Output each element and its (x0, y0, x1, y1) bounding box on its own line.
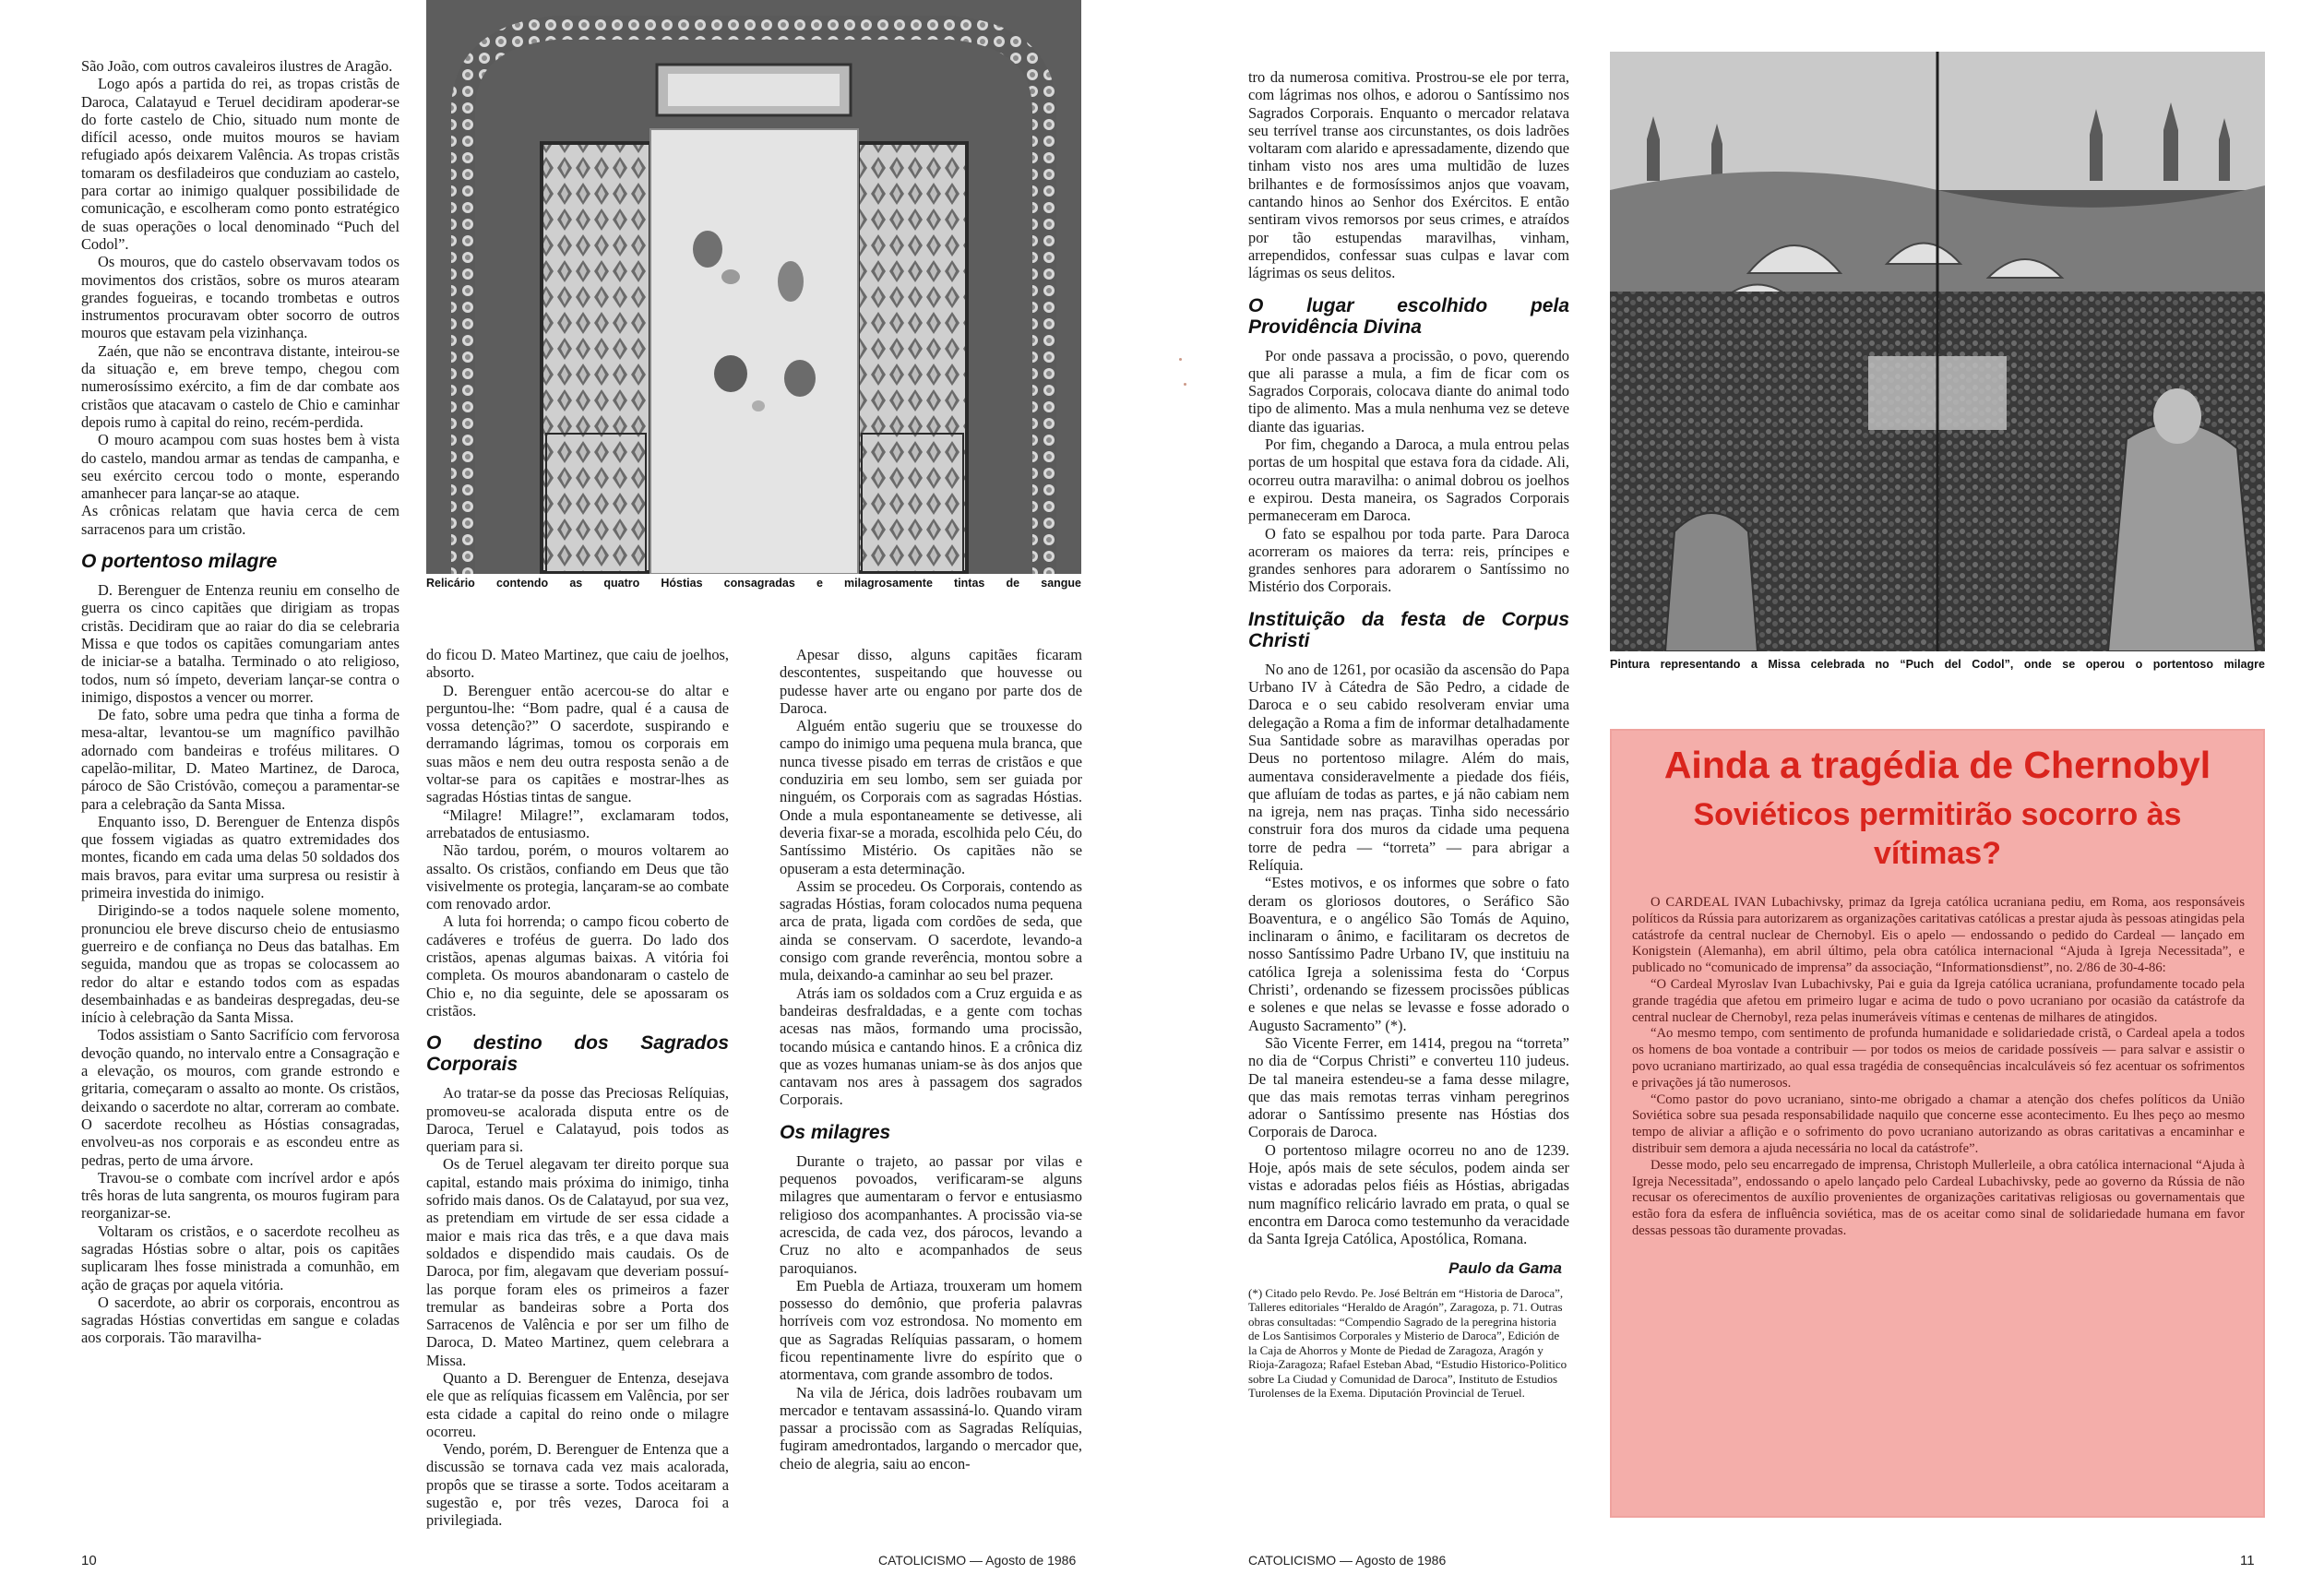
section-heading: O destino dos Sagrados Corporais (426, 1032, 729, 1076)
section-heading: Os milagres (780, 1121, 891, 1143)
paragraph: Dirigindo-se a todos naquele solene momento, pronunciou ele breve discurso cheio de entusiasmo guerreiro e de confiança no Deus das batalhas. Em seguida, mandou que as tropas se colocassem ao redor do altar e estando todos com as espadas desembainhadas e as bandeiras despregadas, deu-se início à celebração da Santa Missa. (81, 901, 399, 1027)
paragraph: tro da numerosa comitiva. Prostrou-se ele por terra, com lágrimas nos olhos, e adorou o Santíssimo nos Sagrados Corporais. Enquanto o mercador relatava seu terrível transe aos circunstantes, os dois ladrões voltaram com alarido e apressadamente, dizendo que tinham visto nos ares uma multidão de luzes brilhantes e de formosíssimos anjos que voavam, cantando hinos ao Senhor dos Exércitos. E então sentiram vivos remorsos por seus crimes, e atraídos por tão estupendas maravilhas, vinham, arrependidos, confessar suas culpas e lavar com lágrimas os seus delitos. (1248, 68, 1569, 282)
paragraph: Vendo, porém, D. Berenguer de Entenza que a discussão se tornava cada vez mais acalorada, propôs que se tirasse a sorte. Todos aceitaram a sugestão e, por três vezes, Daroca foi a privilegiada. (426, 1440, 729, 1530)
painting-image (1610, 52, 2265, 651)
paragraph: “O Cardeal Myroslav Ivan Lubachivsky, Pai e guia da Igreja católica ucraniana, profundamente tocado pela grande tragédia que afetou em primeiro lugar e acima de tudo o povo ucraniano por ocasião da catástrofe da central nuclear de Chernobyl, reza pelas inumeráveis vítimas e centenas de milhares de atingidos. (1632, 976, 2245, 1025)
paragraph: Na vila de Jérica, dois ladrões roubavam um mercador e tentavam assassiná-lo. Quando viram passar a procissão com as Sagradas Relíquias, fugiram amedrontados, largando o mercador que, cheio de alegria, saiu ao encon- (780, 1383, 1082, 1473)
paragraph: São Vicente Ferrer, em 1414, pregou na “torreta” no dia de “Corpus Christi” e converteu 110 judeus. De tal maneira estendeu-se a fama desse milagre, que das mais remotas terras vinham peregrinos adorar o Santíssimo presente nas Hóstias dos Corporais de Daroca. (1248, 1033, 1569, 1141)
paragraph: A luta foi horrenda; o campo ficou coberto de cadáveres e troféus de guerra. Do lado dos cristãos, apenas algumas baixas. A vitória foi completa. Os mouros abandonaram o castelo de Chio e, no dia seguinte, dele se apossaram os cristãos. (426, 912, 729, 1020)
painting-caption: Pintura representando a Missa celebrada no “Puch del Codol”, onde se operou o portentoso milagre (1610, 658, 2265, 671)
paragraph: Todos assistiam o Santo Sacrifício com fervorosa devoção quando, no intervalo entre a Consagração e a elevação, os mouros, com grande estrondo e gritaria, começaram o assalto ao monte. Os cristãos, deixando o sacerdote no altar, correram ao combate. O sacerdote recolheu as Hóstias consagradas, envolveu-as nos corporais e as escondeu entre as pedras, perto de uma árvore. (81, 1026, 399, 1169)
gutter-speck (1184, 383, 1186, 386)
paragraph: Não tardou, porém, o mouros voltarem ao assalto. Os cristãos, confiando em Deus que tão visivelmente os protegia, lançaram-se ao combate com renovado ardor. (426, 841, 729, 913)
paragraph: Os de Teruel alegavam ter direito porque sua capital, estando mais próxima do inimigo, tinha sofrido mais danos. Os de Calatayud, por sua vez, as pretendiam em virtude de ser essa cidade a maior e mais rica das três, e a que dava mais soldados e dispendido mais caudais. Os de Daroca, por fim, alegavam que deveriam possuí-las porque foram eles os primeiros a fazer tremular as bandeiras sobre a Porta dos Sarracenos de Valência e por ser um filho de Daroca, D. Mateo Martinez, quem celebrara a Missa. (426, 1155, 729, 1369)
paragraph: Apesar disso, alguns capitães ficaram descontentes, suspeitando que houvesse ou pudesse haver arte ou engano por parte dos de Daroca. (780, 646, 1082, 717)
paragraph: Travou-se o combate com incrível ardor e após três horas de luta sangrenta, os mouros fugiram para reorganizar-se. (81, 1168, 399, 1222)
reliquary-caption: Relicário contendo as quatro Hóstias consagradas e milagrosamente tintas de sangue (426, 577, 1081, 590)
painting-photo (1610, 52, 2265, 651)
paragraph: D. Berenguer então acercou-se do altar e perguntou-lhe: “Bom padre, qual é a causa de vossa detenção?” O sacerdote, suspirando e derramando lágrimas, tomou os corporais em suas mãos e nem deu outra resposta senão a de voltar-se para os capitães e mostrar-lhes as sagradas Hóstias tintas de sangue. (426, 681, 729, 806)
paragraph: Em Puebla de Artiaza, trouxeram um homem possesso do demônio, que proferia palavras horríveis com voz estrondosa. No momento em que as Sagradas Relíquias passaram, o homem ficou repentinamente livre do espírito que o atormentava, com grande assombro de todos. (780, 1276, 1082, 1384)
column-4 (1248, 68, 1569, 1401)
box-body (1632, 895, 2245, 1240)
paragraph: As crônicas relatam que havia cerca de cem sarracenos para um cristão. (81, 502, 399, 538)
author-signature: Paulo da Gama (1448, 1258, 1562, 1277)
reliquary-photo (426, 0, 1081, 574)
paragraph: O portentoso milagre ocorreu no ano de 1239. Hoje, após mais de sete séculos, podem ainda ser vistas e adoradas pelos fiéis as Hóstias, abrigadas num magnífico relicário lavrado em prata, o qual se encontra em Daroca como testemunho da veracidade da Santa Igreja Católica, Apostólica, Romana. (1248, 1140, 1569, 1248)
box-subtitle: Soviéticos permitirão socorro às vítimas? (1693, 797, 2182, 871)
paragraph: O CARDEAL IVAN Lubachivsky, primaz da Igreja católica ucraniana pediu, em Roma, aos responsáveis políticos da Rússia para autorizarem as organizações caritativas católicas a prestar ajuda às pessoas atingidas pela catástrofe da central nuclear de Chernobyl. Eis o apelo — endossando o pedido do Cardeal — lançado em Konigstein (Alemanha), em abril último, pela obra católica internacional “Ajuda à Igreja Necessitada”, e publicado no “comunicado de imprensa” da associação, “Informationsdienst”, no. 2/86 de 30-4-86: (1632, 895, 2245, 976)
section-heading: Instituição da festa de Corpus Christi (1248, 608, 1569, 651)
gutter-speck (1179, 358, 1182, 361)
paragraph: No ano de 1261, por ocasião da ascensão do Papa Urbano IV à Cátedra de São Pedro, a cidade de Daroca e o seu cabido resolveram enviar uma delegação a Roma a fim de informar detalhadamente Sua Santidade sobre as maravilhas operadas por Deus no portentoso milagre. Além do mais, aumentava consideravelmente a piedade dos fiéis, que afluíam de todas as partes, e já não cabiam nem na igreja, nem nas praças. Tinha sido necessário construir fora dos muros da cidade uma pequena torre de pedra — “torreta” — para abrigar a Relíquia. (1248, 660, 1569, 874)
section-heading: O portentoso milagre (81, 551, 278, 573)
paragraph: Desse modo, pelo seu encarregado de imprensa, Christoph Mullerleile, a obra católica internacional “Ajuda à Igreja Necessitada”, endossando o apelo lançado pelo Cardeal Lubachivsky, pede ao governo da Rússia de não recusar os oferecimentos de auxílio provenientes de organizações caritativas religiosas ou governamentais que estão fora da esfera de influência soviética, mas de os aceitar como sinal de solidariedade humana em favor dessas pessoas tão duramente provadas. (1632, 1157, 2245, 1238)
column-2 (426, 646, 729, 1530)
page-number-right: 11 (2240, 1553, 2255, 1568)
footnote: (*) Citado pelo Revdo. Pe. José Beltrán em “Historia de Daroca”, Talleres editoriales “Heraldo de Aragón”, Zaragoza, p. 71. Outras obras consultadas: “Compendio Sagrado de la peregrina historia de Los Santisimos Corporales y Misterio de Daroca”, Edición de la Caja de Ahorros y Monte de Piedad de Zaragoza, Aragón y Rioja-Zaragoza; Rafael Esteban Abad, “Estudio Historico-Politico sobre La Ciudad y Comunidad de Daroca”, Instituto de Estudios Turolenses de la Exema. Diputación Provincial de Teruel. (1248, 1285, 1567, 1401)
paragraph: O sacerdote, ao abrir os corporais, encontrou as sagradas Hóstias convertidas em sangue e coladas aos corporais. Tão maravilha- (81, 1293, 399, 1347)
paragraph: O fato se espalhou por toda parte. Para Daroca acorreram os maiores da terra: reis, príncipes e grandes senhores para adorarem o Santíssimo no Mistério dos Corporais. (1248, 524, 1569, 596)
paragraph: São João, com outros cavaleiros ilustres de Aragão. (81, 57, 393, 75)
paragraph: Por fim, chegando a Daroca, a mula entrou pelas portas de um hospital que estava fora da cidade. Ali, ocorreu outra maravilha: o animal dobrou os joelhos e expirou. Desta maneira, os Sagrados Corporais permaneceram em Daroca. (1248, 435, 1569, 525)
paragraph: De fato, sobre uma pedra que tinha a forma de mesa-altar, levantou-se um magnífico pavilhão adornado com bandeiras e troféus militares. O capelão-militar, D. Mateo Martinez, de Daroca, pároco de São Cristóvão, começou a paramentar-se para a celebração da Santa Missa. (81, 706, 399, 813)
paragraph: Os mouros, que do castelo observavam todos os movimentos dos cristãos, sobre os muros atearam grandes fogueiras, e tocando trombetas e outros instrumentos procuravam obter socorro de outros mouros que estavam pela vizinhança. (81, 253, 399, 342)
paragraph: Quanto a D. Berenguer de Entenza, desejava ele que as relíquias ficassem em Valência, por ser esta cidade a capital do reino onde o milagre ocorreu. (426, 1368, 729, 1440)
column-1-intro (81, 57, 399, 1347)
box-title: Ainda a tragédia de Chernobyl (1663, 744, 2211, 786)
paragraph: O mouro acampou com suas hostes bem à vista do castelo, mandou armar as tendas de campanha, e seu exército cercou todo o monte, esperando amanhecer para lançar-se ao ataque. (81, 431, 399, 503)
paragraph: “Ao mesmo tempo, com sentimento de profunda humanidade e solidariedade cristã, o Cardeal apela a todos os homens de boa vontade a contribuir — por todos os meios de caridade possíveis — para salvar e assistir o povo ucraniano martirizado, ao qual essa tragédia de consequências incalculáveis só fez acentuar os sofrimentos e privações já tão numerosos. (1632, 1026, 2245, 1091)
section-heading: O lugar escolhido pela Providência Divina (1248, 294, 1569, 338)
footer-right: CATOLICISMO — Agosto de 1986 (1248, 1553, 1447, 1568)
paragraph: do ficou D. Mateo Martinez, que caiu de joelhos, absorto. (426, 646, 729, 682)
footer-left: CATOLICISMO — Agosto de 1986 (878, 1553, 1077, 1568)
column-3 (780, 646, 1082, 1473)
paragraph: Por onde passava a procissão, o povo, querendo que ali parasse a mula, a fim de ficar com os Sagrados Corporais, colocava diante do animal todo tipo de alimento. Mas a mula nenhuma vez se deteve diante das iguarias. (1248, 346, 1569, 435)
paragraph: Enquanto isso, D. Berenguer de Entenza dispôs que fossem vigiadas as quatro extremidades dos montes, ficando em cada uma delas 50 soldados dos mais bravos, para evitar uma surpresa ou resistir à primeira investida do inimigo. (81, 812, 399, 902)
paragraph: Alguém então sugeriu que se trouxesse do campo do inimigo uma pequena mula branca, que nunca tivesse pisado em terras de cristãos e que conduziria em seu lombo, sem ser guiada por ninguém, os Corporais com as sagradas Hóstias. Onde a mula espontaneamente se detivesse, ali deveria fixar-se a morada, escolhida pelo Céu, do Santíssimo Mistério. Os capitães não se opuseram a esta determinação. (780, 717, 1082, 877)
paragraph: Logo após a partida do rei, as tropas cristãs de Daroca, Calatayud e Teruel decidiram apoderar-se do forte castelo de Chio, situado num monte de difícil acesso, onde muitos mouros se haviam refugiado após deixarem Valência. As tropas cristãs tomaram os desfiladeiros que conduziam ao castelo, para cortar ao inimigo qualquer possibilidade de comunicação, e escolheram como ponto estratégico de suas operações o local denominado “Puch del Codol”. (81, 75, 399, 253)
paragraph: “Como pastor do povo ucraniano, sinto-me obrigado a chamar a atenção dos chefes políticos da União Soviética sobre sua pesada responsabilidade naquilo que concerne esse acontecimento. Eu lhes peço ao mesmo tempo de aliviar a aflição e o sofrimento do povo ucraniano autorizando as obras caritativas a encaminhar e distribuir sem demora a ajuda necessária no local da catástrofe”. (1632, 1091, 2245, 1156)
paragraph: “Estes motivos, e os informes que sobre o fato deram os gloriosos doutores, o Seráfico São Boaventura, e o angélico São Tomás de Aquino, inclinaram o ânimo, e facilitaram os decretos de nosso Santíssimo Padre Urbano IV, que instituiu na católica Igreja a solenissima festa do ‘Corpus Christi’, ordenando se fizessem procissões públicas e solenes e que nelas se levasse e fosse adorado o Augusto Sacramento” (*). (1248, 874, 1569, 1034)
chernobyl-box (1610, 729, 2265, 1518)
paragraph: Durante o trajeto, ao passar por vilas e pequenos povoados, verificaram-se alguns milagres que aumentaram o fervor e entusiasmo religioso dos acompanhantes. A procissão via-se acrescida, de cada vez, dos párocos, levando a Cruz no alto e acompanhados de seus paroquianos. (780, 1151, 1082, 1277)
reliquary-image (426, 0, 1081, 574)
paragraph: Voltaram os cristãos, e o sacerdote recolheu as sagradas Hóstias sobre o altar, pois os capitães suplicaram lhes fosse ministrada a comunhão, em ação de graças por aquela vitória. (81, 1222, 399, 1294)
paragraph: Zaén, que não se encontrava distante, inteirou-se da situação e, em breve tempo, chegou com numerosíssimo exército, a fim de dar combate aos cristãos que atacavam o castelo de Chio e caminhar depois rumo à capital do reino, recém-perdida. (81, 341, 399, 431)
paragraph: Atrás iam os soldados com a Cruz erguida e as bandeiras desfraldadas, e a gente com tochas acesas nas mãos, formando uma procissão, tocando música e cantando hinos. E a crônica diz que as vozes humanas uniam-se às dos anjos que cantavam nos ares à passagem dos sagrados Corporais. (780, 984, 1082, 1109)
paragraph: D. Berenguer de Entenza reuniu em conselho de guerra os cinco capitães que dirigiam as tropas cristãs. Decidiram que ao raiar do dia se celebraria Missa e que todos os capitães comungariam antes de iniciar-se a batalha. Terminado o ato religioso, todos, num só ímpeto, deveriam lançar-se contra o inimigo, dispostos a vencer ou morrer. (81, 581, 399, 706)
paragraph: “Milagre! Milagre!”, exclamaram todos, arrebatados de entusiasmo. (426, 805, 729, 841)
page-number-left: 10 (81, 1553, 97, 1568)
paragraph: Ao tratar-se da posse das Preciosas Relíquias, promoveu-se acalorada disputa entre os de Daroca, Teruel e Calatayud, pois todos as queriam para si. (426, 1084, 729, 1156)
paragraph: Assim se procedeu. Os Corporais, contendo as sagradas Hóstias, foram colocados numa pequena arca de prata, ligada com cordões de seda, que ainda se conservam. O sacerdote, levando-a consigo com grande reverência, montou sobre a mula, deixando-a caminhar ao seu bel prazer. (780, 876, 1082, 984)
